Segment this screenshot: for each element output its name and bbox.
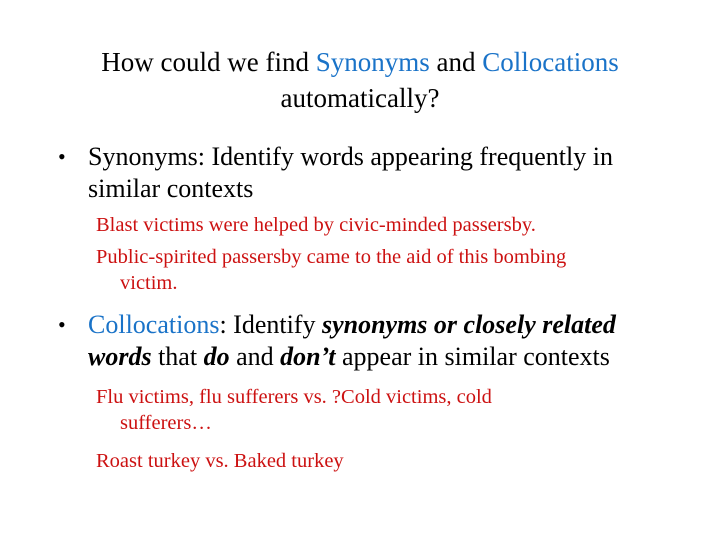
- bullet-collocations: [58, 309, 668, 373]
- example-line: Roast turkey vs. Baked turkey: [96, 450, 344, 472]
- text-and: and: [229, 342, 281, 371]
- example-continuation: sufferers…: [120, 412, 212, 434]
- collocation-example-2: [96, 448, 666, 474]
- emphasis-words: words: [88, 342, 152, 371]
- title-text: How could we find: [101, 47, 316, 77]
- title-line-1: [60, 44, 660, 80]
- example-line: Blast victims were helped by civic-minded passersby.: [96, 214, 536, 236]
- example-line: Flu victims, flu sufferers vs. ?Cold victims, cold: [96, 386, 492, 408]
- title-synonyms: Synonyms: [315, 47, 430, 77]
- slide-title: [60, 44, 660, 116]
- bullet-collocations-line-1: [88, 309, 668, 341]
- colon-text: : Identify: [219, 310, 322, 339]
- collocation-example-1: [96, 384, 666, 436]
- emphasis-synonyms: synonyms or closely related: [321, 310, 616, 339]
- emphasis-dont: don’t: [280, 342, 336, 371]
- bullet-synonyms: [58, 141, 668, 205]
- emphasis-do: do: [203, 342, 230, 371]
- bullet-dot: •: [58, 144, 66, 169]
- synonym-example-1: [96, 212, 666, 238]
- synonym-example-2: [96, 244, 666, 296]
- example-line: Public-spirited passersby came to the aid of this bombing: [96, 246, 567, 268]
- text-appear: appear in similar contexts: [335, 342, 610, 371]
- bullet-synonyms-line-1: Synonyms: Identify words appearing frequently in: [88, 142, 613, 171]
- title-line-2: automatically?: [280, 83, 440, 113]
- collocations-label: Collocations: [88, 310, 220, 339]
- title-and: and: [429, 47, 483, 77]
- text-that: that: [151, 342, 204, 371]
- bullet-collocations-line-2: [88, 341, 668, 373]
- title-collocations: Collocations: [482, 47, 619, 77]
- example-continuation: victim.: [120, 272, 178, 294]
- bullet-dot: •: [58, 312, 66, 337]
- bullet-synonyms-line-2: similar contexts: [88, 174, 254, 203]
